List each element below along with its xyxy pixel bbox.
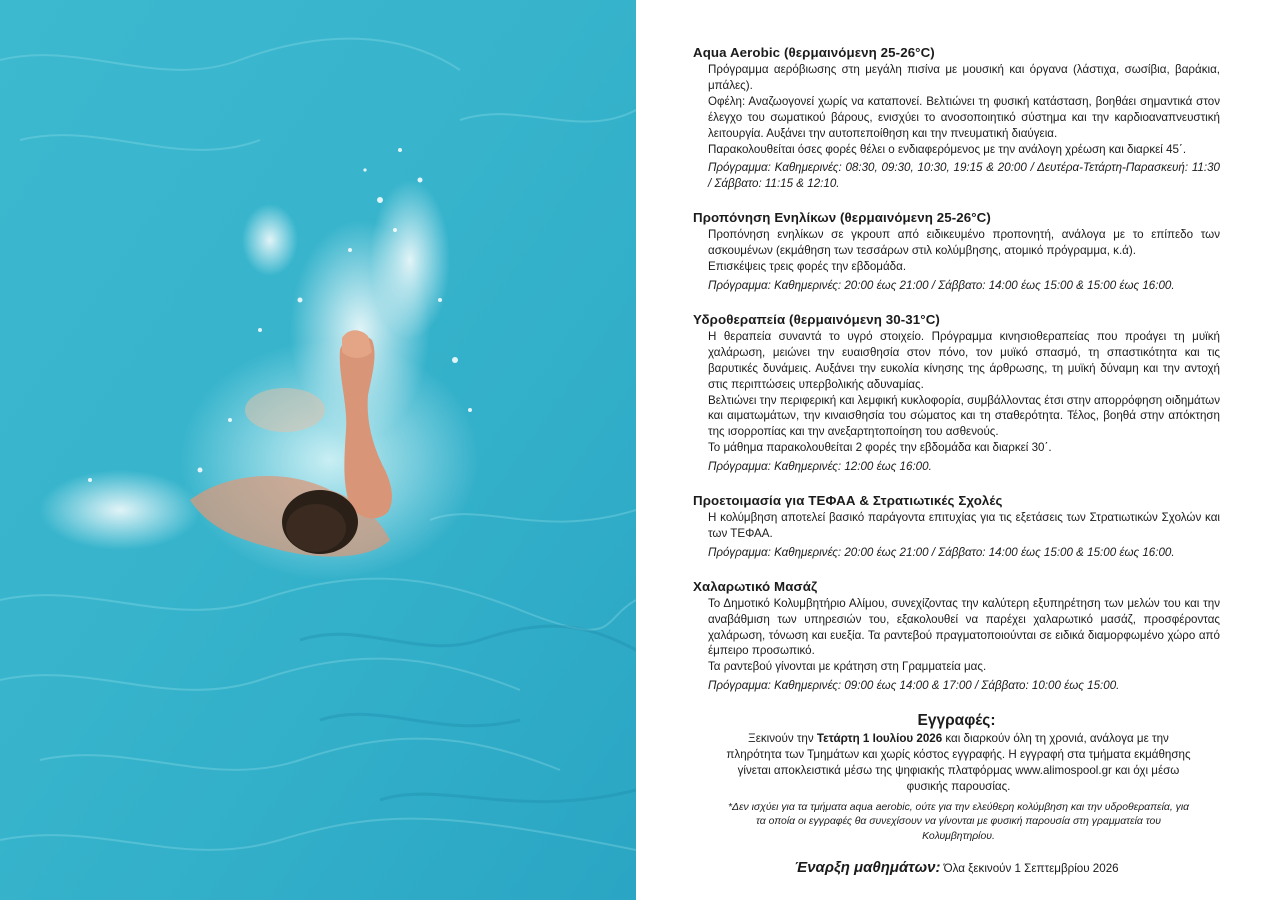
lessons-start [693,860,1220,877]
section-schedule: Πρόγραμμα: Καθημερινές: 20:00 έως 21:00 / Σάββατο: 14:00 έως 15:00 & 15:00 έως 16:00. [708,278,1175,292]
section-paragraph: Η κολύμβηση αποτελεί βασικό παράγοντα επιτυχίας για τις εξετάσεις των Στρατιωτικών Σχολών και των ΤΕΦΑΑ. [708,511,1220,540]
registration-text: Ξεκινούν την Τετάρτη 1 Ιουλίου 2026 και διαρκούν όλη τη χρονιά, ανάλογα με την πληρότητα των Τμημάτων και χωρίς κόστος εγγραφής. Η εγγραφή στα τμήματα εκμάθησης γίνεται αποκλειστικά μέσω της ψηφιακής πλατφόρμας www.alimospool.gr και όχι μέσω φυσικής παρουσίας. [726,732,1191,793]
section-title: Υδροθεραπεία (θερμαινόμενη 30-31°C) [693,311,940,327]
section-body [693,596,1220,694]
section-title: Χαλαρωτικό Μασάζ [693,578,818,594]
section-paragraph: Τα ραντεβού γίνονται με κράτηση στη Γραμματεία μας. [708,660,987,674]
section-paragraph: Οφέλη: Αναζωογονεί χωρίς να καταπονεί. Βελτιώνει τη φυσική κατάσταση, βοηθάει σημαντικά στον έλεγχο του σωματικού βάρους, ενισχύει το ανοσοποιητικό σύστημα και την καρδιοαναπνευστική λειτουργία. Αυξάνει την αυτοπεποίθηση και την πνευματική διαύγεια. [708,94,1220,140]
section-schedule: Πρόγραμμα: Καθημερινές: 09:00 έως 14:00 & 17:00 / Σάββατο: 10:00 έως 15:00. [708,679,1120,693]
lessons-start-label: Έναρξη μαθημάτων: [794,858,941,876]
info-column [636,0,1274,900]
section-paragraph: Πρόγραμμα αερόβιωσης στη μεγάλη πισίνα με μουσική και όργανα (λάστιχα, σωσίβια, βαράκια, μπάλες). [708,63,1220,92]
section-title: Aqua Aerobic (θερμαινόμενη 25-26°C) [693,45,935,60]
section-schedule: Πρόγραμμα: Καθημερινές: 20:00 έως 21:00 / Σάββατο: 14:00 έως 15:00 & 15:00 έως 16:00. [708,545,1175,559]
registration-note: *Δεν ισχύει για τα τμήματα aqua aerobic, ούτε για την ελεύθερη κολύμβηση και την υδροθεραπεία, για τα οποία οι εγγραφές θα συνεχίσουν να γίνονται με φυσική παρουσία στη γραμματεία του Κολυμβητηρίου. [727,801,1190,842]
section-body [693,329,1220,475]
swimmer-photo [0,0,636,900]
section-title: Προπόνηση Ενηλίκων (θερμαινόμενη 25-26°C) [693,210,991,226]
section-schedule: Πρόγραμμα: Καθημερινές: 12:00 έως 16:00. [708,460,932,474]
program-section [693,578,1220,694]
registration-date: Τετάρτη 1 Ιουλίου 2026 [816,732,943,746]
program-section [693,44,1220,192]
section-body [693,227,1220,294]
section-paragraph: Βελτιώνει την περιφερική και λεμφική κυκλοφορία, συμβάλλοντας έτσι στην απορρόφηση οιδημάτων και αιματωμάτων, την κιναισθησία του σώματος και τη σταθερότητα. Τέλος, βοηθά στην απόκτηση της ισορροπίας και την ανεξαρτητοποίηση του ασθενούς. [708,393,1220,439]
lessons-start-text: Όλα ξεκινούν 1 Σεπτεμβρίου 2026 [940,861,1119,875]
registration-block [693,711,1220,844]
section-paragraph: Επισκέψεις τρεις φορές την εβδομάδα. [708,260,907,274]
registration-title: Εγγραφές: [917,712,996,730]
section-body [693,510,1220,561]
program-sections [693,44,1220,694]
section-paragraph: Προπόνηση ενηλίκων σε γκρουπ από ειδικευμένο προπονητή, ανάλογα με το επίπεδο των ασκουμένων (εκμάθηση των τεσσάρων στιλ κολύμβησης, ατομικό πρόγραμμα, κ.ά). [708,228,1220,258]
section-paragraph: Το Δημοτικό Κολυμβητήριο Αλίμου, συνεχίζοντας την καλύτερη εξυπηρέτηση των μελών του και την αναβάθμιση των υπηρεσιών του, εξακολουθεί να παρέχει χαλαρωτικό μασάζ, προσφέροντας χαλάρωση, τόνωση και ευεξία. Τα ραντεβού πραγματοποιούνται σε ειδικά διαμορφωμένο χώρο από έμπειρο προσωπικό. [708,596,1220,658]
program-section [693,492,1220,561]
program-section [693,311,1220,475]
section-body [693,62,1220,192]
section-paragraph: Η θεραπεία συναντά το υγρό στοιχείο. Πρόγραμμα κινησιοθεραπείας που προάγει τη μυϊκή χαλάρωση, μειώνει την ευαισθησία στον πόνο, τον μυϊκό σπασμό, τη σπαστικότητα και τις βαρυτικές δυνάμεις. Αυξάνει την ευκολία κίνησης της άρθρωσης, τη μυϊκή δύναμη και την αντοχή στις περιπτώσεις υπερβολικής αδυναμίας. [708,329,1220,391]
section-title: Προετοιμασία για ΤΕΦΑΑ & Στρατιωτικές Σχολές [693,493,1003,509]
section-paragraph: Παρακολουθείται όσες φορές θέλει ο ενδιαφερόμενος με την ανάλογη χρέωση και διαρκεί 45΄. [708,142,1187,156]
section-schedule: Πρόγραμμα: Καθημερινές: 08:30, 09:30, 10:30, 19:15 & 20:00 / Δευτέρα-Τετάρτη-Παρασκευή: 11:30 / Σάββατο: 11:15 & 12:10. [708,161,1220,191]
program-section [693,209,1220,294]
section-paragraph: Το μάθημα παρακολουθείται 2 φορές την εβδομάδα και διαρκεί 30΄. [708,441,1052,455]
